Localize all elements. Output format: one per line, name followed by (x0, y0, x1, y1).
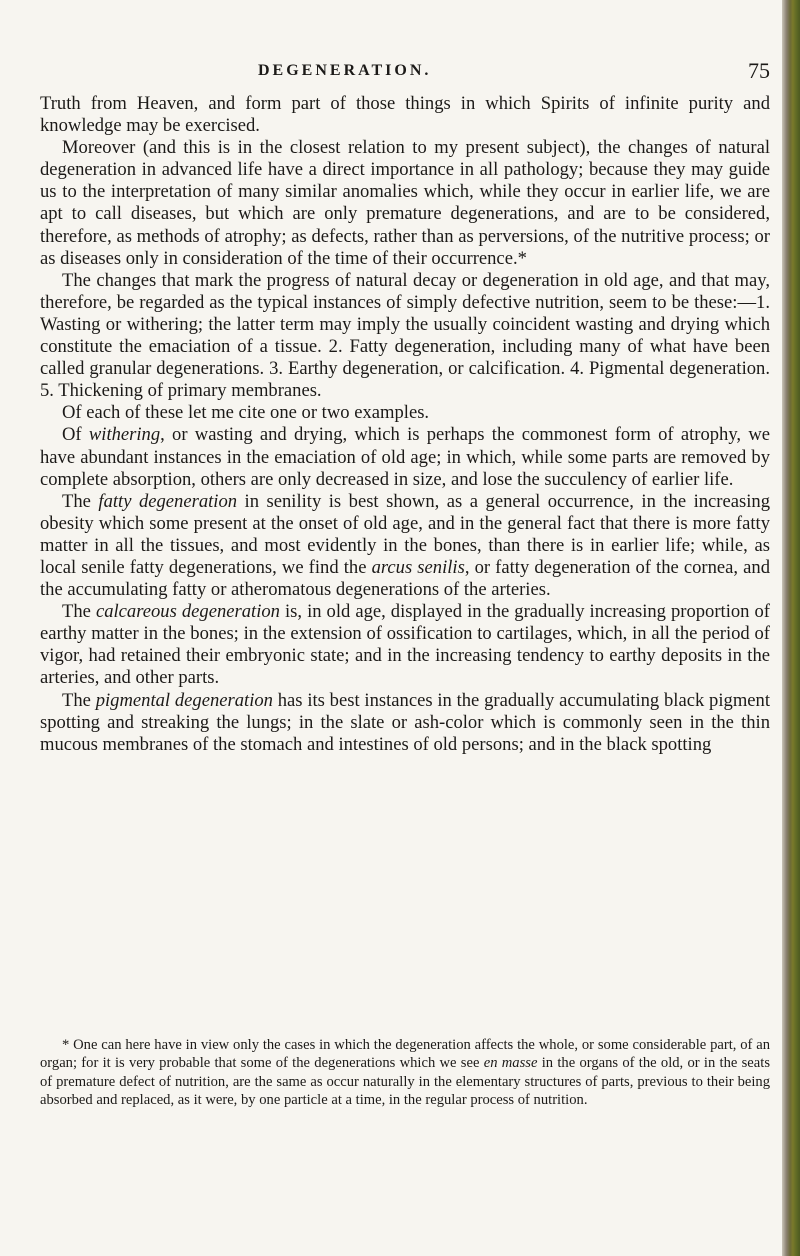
paragraph: Truth from Heaven, and form part of those things in which Spirits of infinite purity and knowledge may be exercised. (40, 93, 770, 137)
italic-term: arcus senilis (371, 556, 465, 578)
paragraph: The changes that mark the progress of natural decay or degeneration in old age, and that may, therefore, be regarded as the typical instances of simply defective nutrition, seem to be these:—1. Wasting or withering; the latter term may imply the usually coincident wasting and drying which constitute the emaciation of a tissue. 2. Fatty degeneration, including many of what have been called granular degenerations. 3. Earthy degeneration, or calcification. 4. Pigmental degeneration. 5. Thickening of primary membranes. (40, 269, 770, 402)
italic-term: pigmental degeneration (95, 689, 273, 711)
running-head: DEGENERATION. (258, 62, 432, 79)
italic-term: calcareous degeneration (95, 601, 280, 623)
paragraph: The calcareous degeneration is, in old age, displayed in the gradually increasing proportion of earthy matter in the bones; in the extension of ossification to cartilages, which, in all the period of vigor, had retained their embryonic state; and in the increasing tendency to earthy deposits in the arteries, and other parts. (40, 601, 770, 689)
italic-term: fatty degeneration (98, 490, 238, 512)
paragraph: The fatty degeneration in senility is best shown, as a general occurrence, in the increasing obesity which some present at the onset of old age, and in the general fact that there is more fatty matter in all the tissues, and most evidently in the bones, than there is in earlier life; while, as local senile fatty degenerations, we find the arcus senilis, or fatty degeneration of the cornea, and the accumulating fatty or atheromatous degenerations of the arteries. (40, 490, 771, 601)
page-header (258, 58, 770, 84)
footnote (40, 1036, 770, 1109)
page-number: 75 (748, 58, 770, 83)
paragraph: Of withering, or wasting and drying, which is perhaps the commonest form of atrophy, we have abundant instances in the emaciation of old age; in which, while some parts are removed by complete absorption, others are only decreased in size, and lose the succulency of earlier life. (40, 424, 770, 490)
paragraph: The pigmental degeneration has its best instances in the gradually accumulating black pigment spotting and streaking the lungs; in the slate or ash-color which is commonly seen in the thin mucous membranes of the stomach and intestines of old persons; and in the black spotting (40, 689, 771, 755)
italic-term: withering (88, 424, 161, 446)
paragraph: Of each of these let me cite one or two examples. (62, 402, 430, 424)
book-binding-edge (782, 0, 800, 1256)
paragraph: Moreover (and this is in the closest relation to my present subject), the changes of natural degeneration in advanced life have a direct importance in all pathology; because they may guide us to the interpretation of many similar anomalies which, while they occur in earlier life, we are apt to call diseases, but which are only premature degenerations, and are to be considered, therefore, as methods of atrophy; as defects, rather than as perversions, of the nutritive process; or as diseases only in consideration of the time of their occurrence.* (40, 137, 770, 269)
italic-term: en masse (483, 1055, 538, 1072)
body-text (40, 93, 770, 756)
footnote-text: * One can here have in view only the cases in which the degeneration affects the whole, or some considerable part, of an organ; for it is very probable that some of the degenerations which we see en masse in the organs of the old, or in the seats of premature defect of nutrition, are the same as occur naturally in the elementary structures of parts, previous to their being absorbed and replaced, as it were, by one particle at a time, in the regular process of nutrition. (40, 1037, 770, 1108)
